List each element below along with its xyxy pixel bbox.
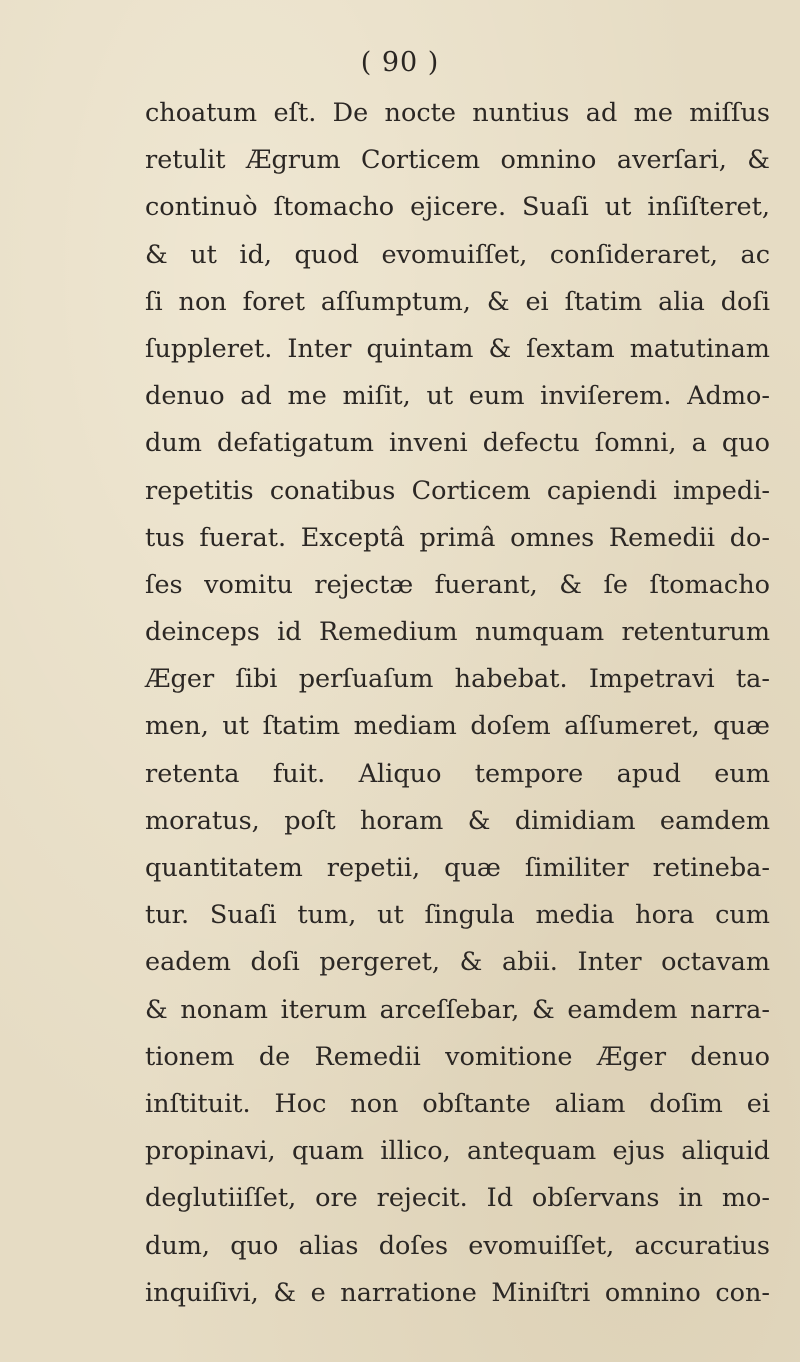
text-line: denuo ad me miſit, ut eum inviſerem. Admo- (145, 381, 770, 412)
text-line: inſtituit. Hoc non obſtante aliam doſim ei (145, 1088, 770, 1119)
text-line: ſuppleret. Inter quintam & ſextam matutinam (145, 333, 770, 364)
text-line: eadem doſi pergeret, & abii. Inter octavam (145, 947, 770, 978)
text-line: choatum eſt. De nocte nuntius ad me miſſus (145, 98, 770, 128)
text-line: retenta fuit. Aliquo tempore apud eum (145, 758, 770, 789)
text-line: repetitis conatibus Corticem capiendi impedi- (145, 475, 770, 506)
text-line: deglutiiſſet, ore rejecit. Id obſervans in mo- (145, 1183, 770, 1214)
text-line: retulit Ægrum Corticem omnino averſari, & (145, 145, 770, 176)
text-line: & ut id, quod evomuiſſet, conſideraret, ac (145, 239, 770, 270)
text-line: dum, quo alias doſes evomuiſſet, accuratius (145, 1230, 770, 1261)
text-line: tur. Suaſi tum, ut ſingula media hora cum (145, 900, 770, 931)
text-line: moratus, poſt horam & dimidiam eamdem (145, 805, 770, 836)
body-text (145, 90, 770, 1317)
text-line: tionem de Remedii vomitione Æger denuo (145, 1041, 770, 1072)
text-line: men, ut ſtatim mediam doſem aſſumeret, quæ (145, 711, 770, 742)
text-line: & nonam iterum arceſſebar, & eamdem narra- (145, 994, 770, 1025)
text-line: ſi non foret aſſumptum, & ei ſtatim alia doſi (145, 286, 770, 317)
text-line: deinceps id Remedium numquam retenturum (145, 617, 770, 648)
text-line: propinavi, quam illico, antequam ejus aliquid (145, 1136, 770, 1167)
text-line: inquiſivi, & e narratione Miniſtri omnino con- (145, 1277, 770, 1308)
text-line: Æger ſibi perſuaſum habebat. Impetravi ta- (145, 664, 770, 695)
text-line: ſes vomitu rejectæ fuerant, & ſe ſtomacho (145, 569, 770, 600)
text-line: continuò ſtomacho ejicere. Suaſi ut inſiſteret, (145, 192, 770, 223)
page-number: ( 90 ) (360, 47, 440, 78)
text-line: dum defatigatum inveni defectu ſomni, a quo (145, 428, 770, 459)
text-line: tus fuerat. Exceptâ primâ omnes Remedii do- (145, 522, 770, 553)
text-line: quantitatem repetii, quæ ſimiliter retineba- (145, 853, 770, 883)
